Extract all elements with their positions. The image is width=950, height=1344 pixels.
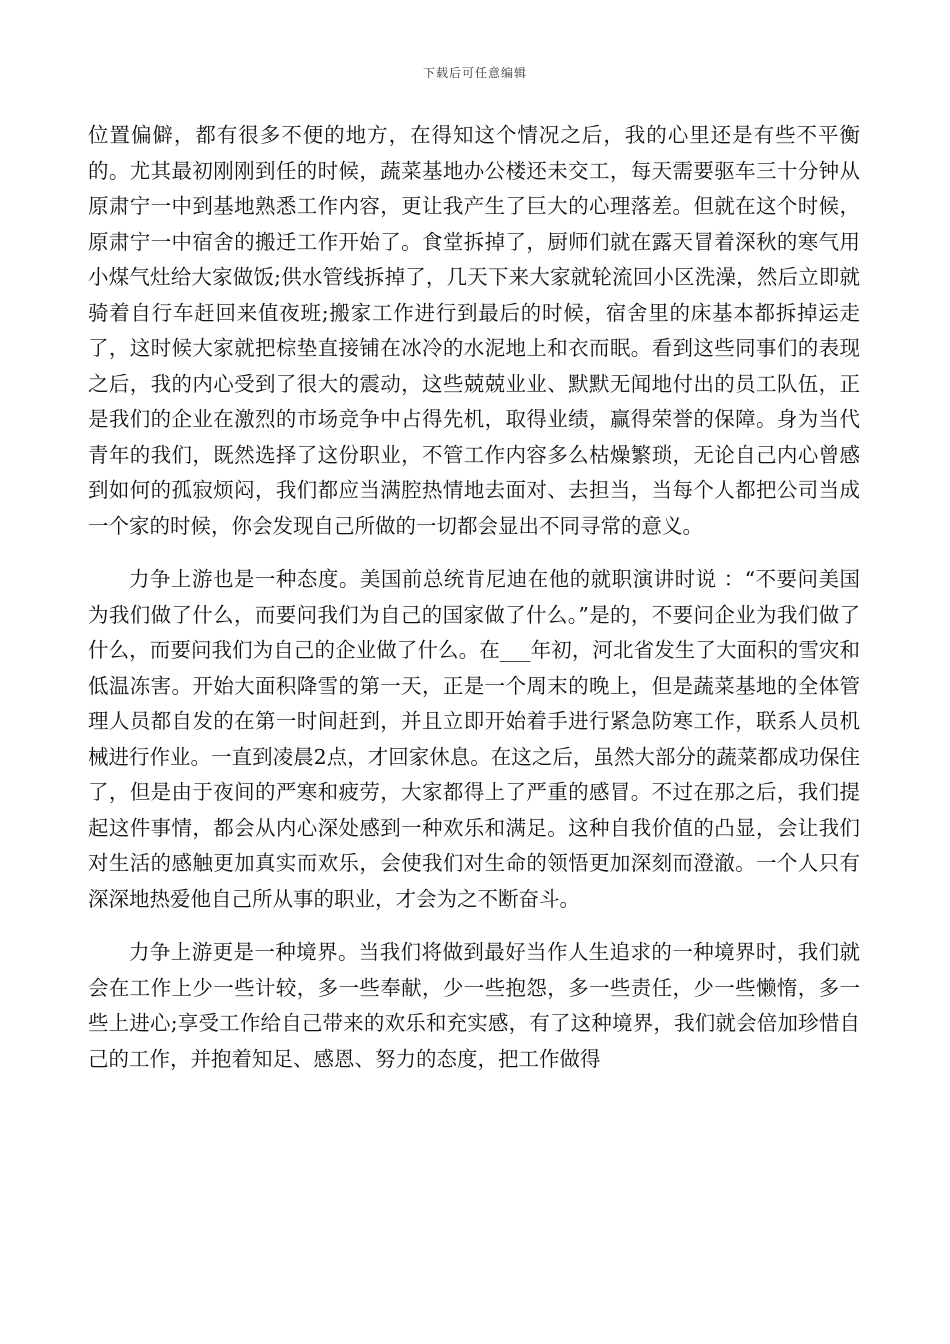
page-header: 下载后可任意编辑 xyxy=(422,66,527,80)
paragraph-1: 位置偏僻，都有很多不便的地方，在得知这个情况之后，我的心里还是有些不平衡的。尤其最初刚刚到任的时候，蔬菜基地办公楼还未交工，每天需要驱车三十分钟从原肃宁一中到基地熟悉工作内容，更让我产生了巨大的心理落差。但就在这个时候，原肃宁一中宿舍的搬迁工作开始了。食堂拆掉了，厨师们就在露天冒着深秋的寒气用小煤气灶给大家做饭;供水管线拆掉了，几天下来大家就轮流回小区洗澡，然后立即就骑着自行车赶回来值夜班;搬家工作进行到最后的时候，宿舍里的床基本都拆掉运走了，这时候大家就把棕垫直接铺在冰冷的水泥地上和衣而眠。看到这些同事们的表现之后，我的内心受到了很大的震动，这些兢兢业业、默默无闻地付出的员工队伍，正是我们的企业在激烈的市场竞争中占得先机，取得业绩，赢得荣誉的保障。身为当代青年的我们，既然选择了这份职业，不管工作内容多么枯燥繁琐，无论自己内心曾感到如何的孤寂烦闷，我们都应当满腔热情地去面对、去担当，当每个人都把公司当成一个家的时候，你会发现自己所做的一切都会显出不同寻常的意义。 xyxy=(88,123,860,538)
paragraph-gap xyxy=(88,917,860,935)
paragraph-2: 力争上游也是一种态度。美国前总统肯尼迪在他的就职演讲时说 ：“不要问美国为我们做了什么，而要问我们为自己的国家做了什么。”是的，不要问企业为我们做了什么，而要问我们为自己的企业做了什么。在___年初，河北省发生了大面积的雪灾和低温冻害。开始大面积降雪的第一天，正是一个周末的晚上，但是蔬菜基地的全体管理人员都自发的在第一时间赶到，并且立即开始着手进行紧急防寒工作，联系人员机械进行作业。一直到凌晨2点，才回家休息。在这之后，虽然大部分的蔬菜都成功保住了，但是由于夜间的严寒和疲劳，大家都得上了严重的感冒。不过在那之后，我们提起这件事情，都会从内心深处感到一种欢乐和满足。这种自我价值的凸显，会让我们对生活的感触更加真实而欢乐，会使我们对生命的领悟更加深刻而澄澈。一个人只有深深地热爱他自己所从事的职业，才会为之不断奋斗。 xyxy=(88,567,860,911)
document-body xyxy=(88,118,860,1077)
paragraph-gap xyxy=(88,544,860,562)
paragraph-3: 力争上游更是一种境界。当我们将做到最好当作人生追求的一种境界时，我们就会在工作上少一些计较，多一些奉献，少一些抱怨，多一些责任，少一些懒惰，多一些上进心;享受工作给自己带来的欢乐和充实感，有了这种境界，我们就会倍加珍惜自己的工作，并抱着知足、感恩、努力的态度，把工作做得 xyxy=(88,940,860,1071)
